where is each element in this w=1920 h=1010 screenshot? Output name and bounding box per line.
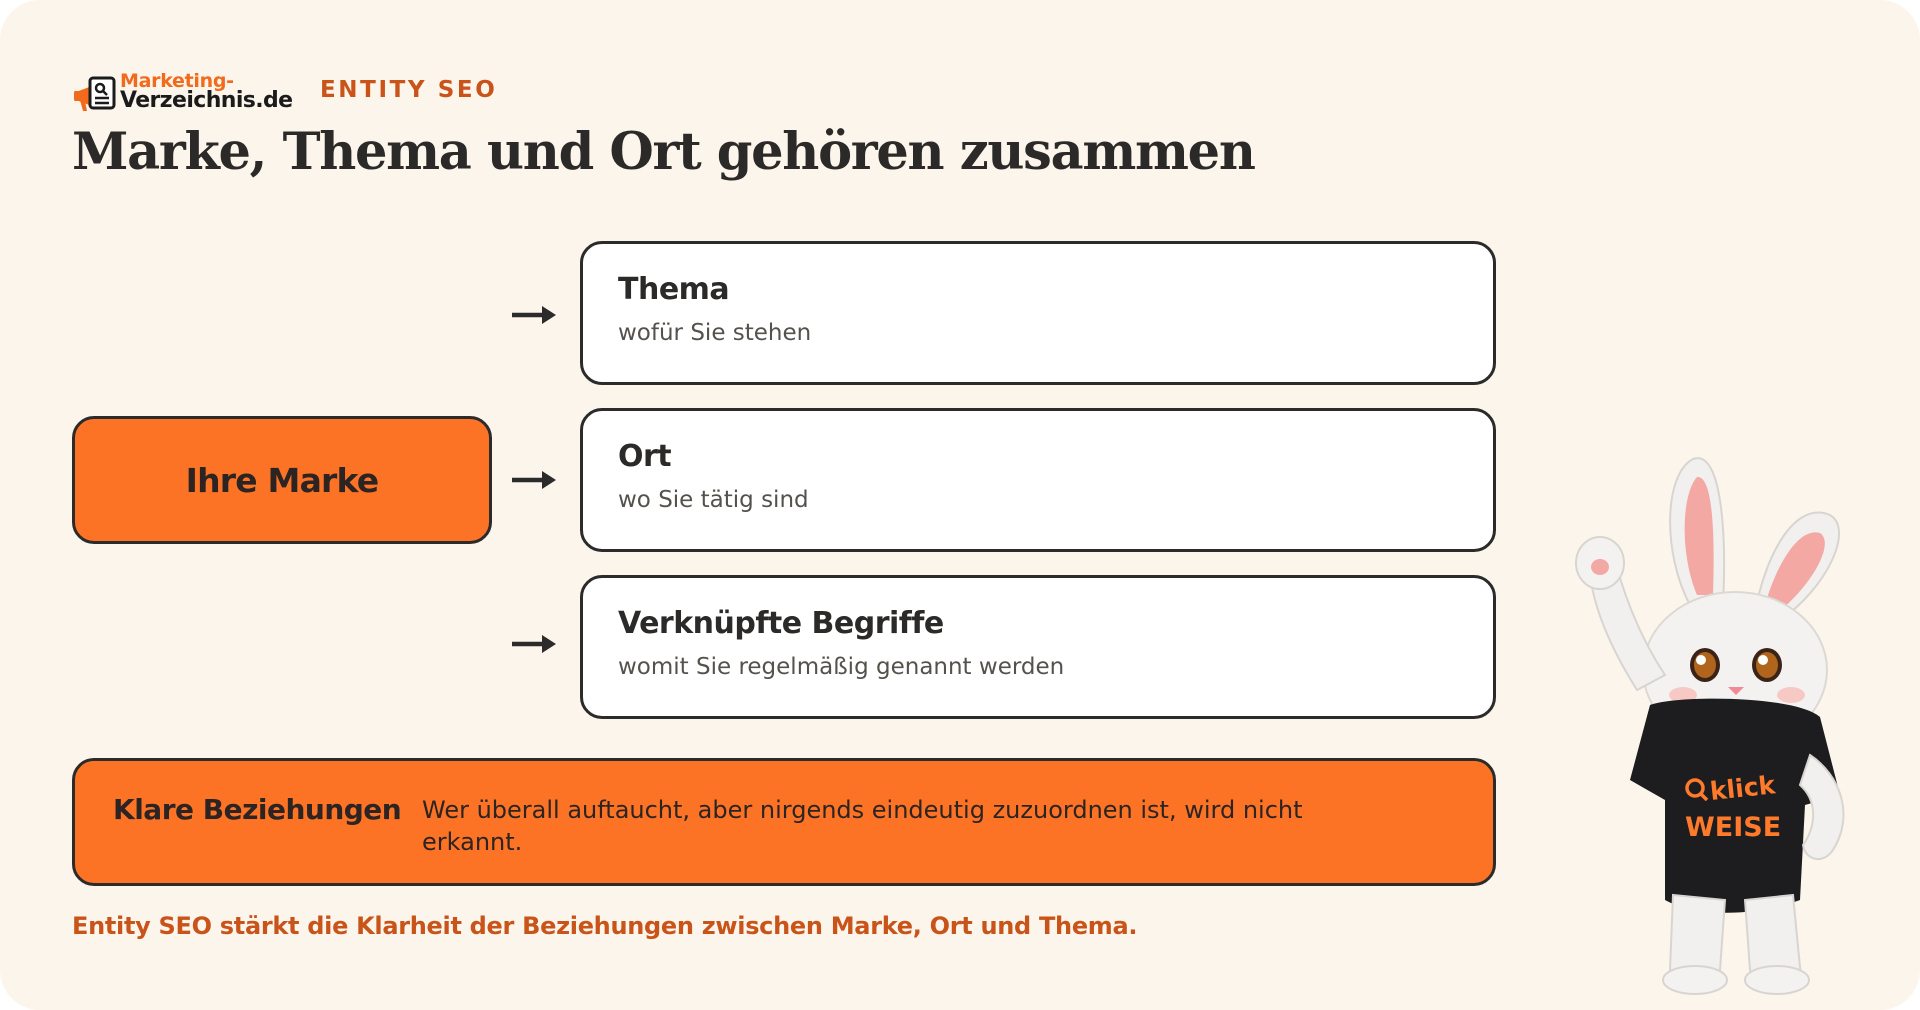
location-node [580,408,1496,552]
callout-text: Wer überall auftaucht, aber nirgends eindeutig zuzuordnen ist, wird nicht erkannt. [422,796,1303,856]
section-kicker: ENTITY SEO [320,77,498,103]
logo-text-bottom: Verzeichnis.de [120,88,293,113]
shirt-logo-line1: klick [1708,770,1777,806]
topic-node-title: Thema [618,272,730,307]
related-terms-node-subtitle: womit Sie regelmäßig genannt werden [618,654,1065,680]
brand-node [72,416,492,544]
bunny-mascot-illustration [1555,455,1885,1000]
shirt-logo-line2: WEISE [1685,812,1782,843]
brand-node-label: Ihre Marke [185,460,379,500]
arrow-right-icon [510,632,560,656]
brand-logo [72,70,294,114]
page-title: Marke, Thema und Ort gehören zusammen [72,122,1255,182]
related-terms-node [580,575,1496,719]
topic-node [580,241,1496,385]
callout-box [72,758,1496,886]
location-node-title: Ort [618,439,672,474]
megaphone-icon [72,76,124,114]
arrow-right-icon [510,468,560,492]
related-terms-node-title: Verknüpfte Begriffe [618,606,944,641]
topic-node-subtitle: wofür Sie stehen [618,320,812,346]
footer-caption: Entity SEO stärkt die Klarheit der Beziehungen zwischen Marke, Ort und Thema. [72,912,1138,940]
logo-text-top: Marketing- [120,70,234,92]
callout-title: Klare Beziehungen [113,793,402,826]
arrow-right-icon [510,303,560,327]
location-node-subtitle: wo Sie tätig sind [618,487,809,513]
